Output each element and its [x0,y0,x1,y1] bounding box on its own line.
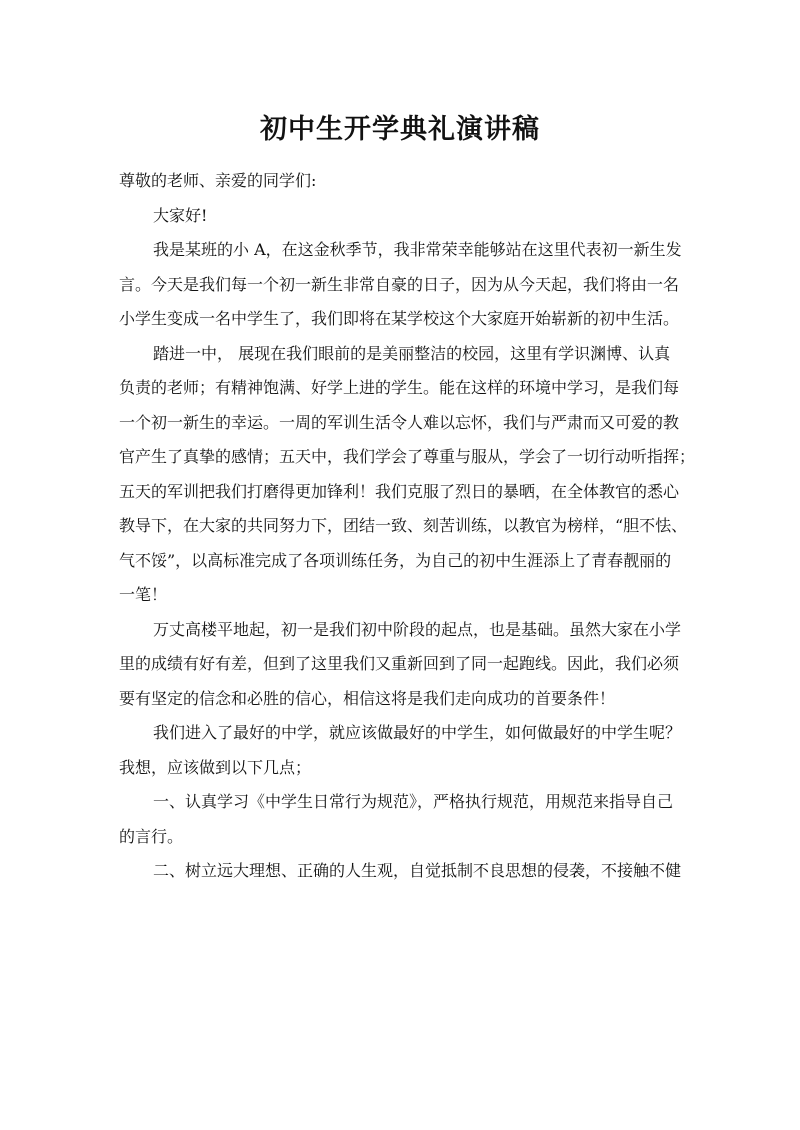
paragraph-line: 我想，应该做到以下几点； [119,757,312,777]
paragraph-line: 负责的老师；有精神饱满、好学上进的学生。能在这样的环境中学习，是我们每 [119,378,680,397]
paragraph-line: 小学生变成一名中学生了，我们即将在某学校这个大家庭开始崭新的初中生活。 [119,309,680,328]
paragraph-line: 教导下，在大家的共同努力下，团结一致、刻苦训练，以教官为榜样，“胆不怯、 [119,516,688,535]
paragraph-line: 五天的军训把我们打磨得更加锋利！我们克服了烈日的暴晒，在全体教官的悉心 [119,481,680,501]
paragraph-line: 我们进入了最好的中学，就应该做最好的中学生，如何做最好的中学生呢？ [153,723,682,742]
paragraph-line: 一、认真学习《中学生日常行为规范》，严格执行规范，用规范来指导自己 [153,792,674,811]
salutation-line: 尊敬的老师、亲爱的同学们: [119,171,317,190]
speech-body [119,164,696,889]
paragraph-line: 二、树立远大理想、正确的人生观，自觉抵制不良思想的侵袭，不接触不健 [153,861,682,880]
greeting-line: 大家好! [153,205,208,225]
paragraph-line: 的言行。 [119,826,184,846]
paragraph-line: 气不馁”，以高标准完成了各项训练任务，为自己的初中生涯添上了青春靓丽的 [119,550,672,570]
paragraph-line: 一笔！ [119,585,168,604]
paragraph-line: 踏进一中， 展现在我们眼前的是美丽整洁的校园，这里有学识渊博、认真 [153,343,671,363]
document-title: 初中生开学典礼演讲稿 [260,114,540,145]
paragraph-line: 官产生了真挚的感情；五天中，我们学会了尊重与服从，学会了一切行动听指挥； [119,447,696,466]
paragraph-line: 万丈高楼平地起，初一是我们初中阶段的起点，也是基础。虽然大家在小学 [153,619,682,639]
paragraph-line: 一个初一新生的幸运。一周的军训生活令人难以忘怀，我们与严肃而又可爱的教 [119,412,680,432]
paragraph-line: 言。今天是我们每一个初一新生非常自豪的日子，因为从今天起，我们将由一名 [119,274,680,294]
paragraph-line: 要有坚定的信念和必胜的信心，相信这将是我们走向成功的首要条件！ [119,688,616,708]
paragraph-line: 里的成绩有好有差，但到了这里我们又重新回到了同一起跑线。因此，我们必须 [119,654,680,673]
paragraph-line: 我是某班的小 A，在这金秋季节，我非常荣幸能够站在这里代表初一新生发 [153,240,682,259]
